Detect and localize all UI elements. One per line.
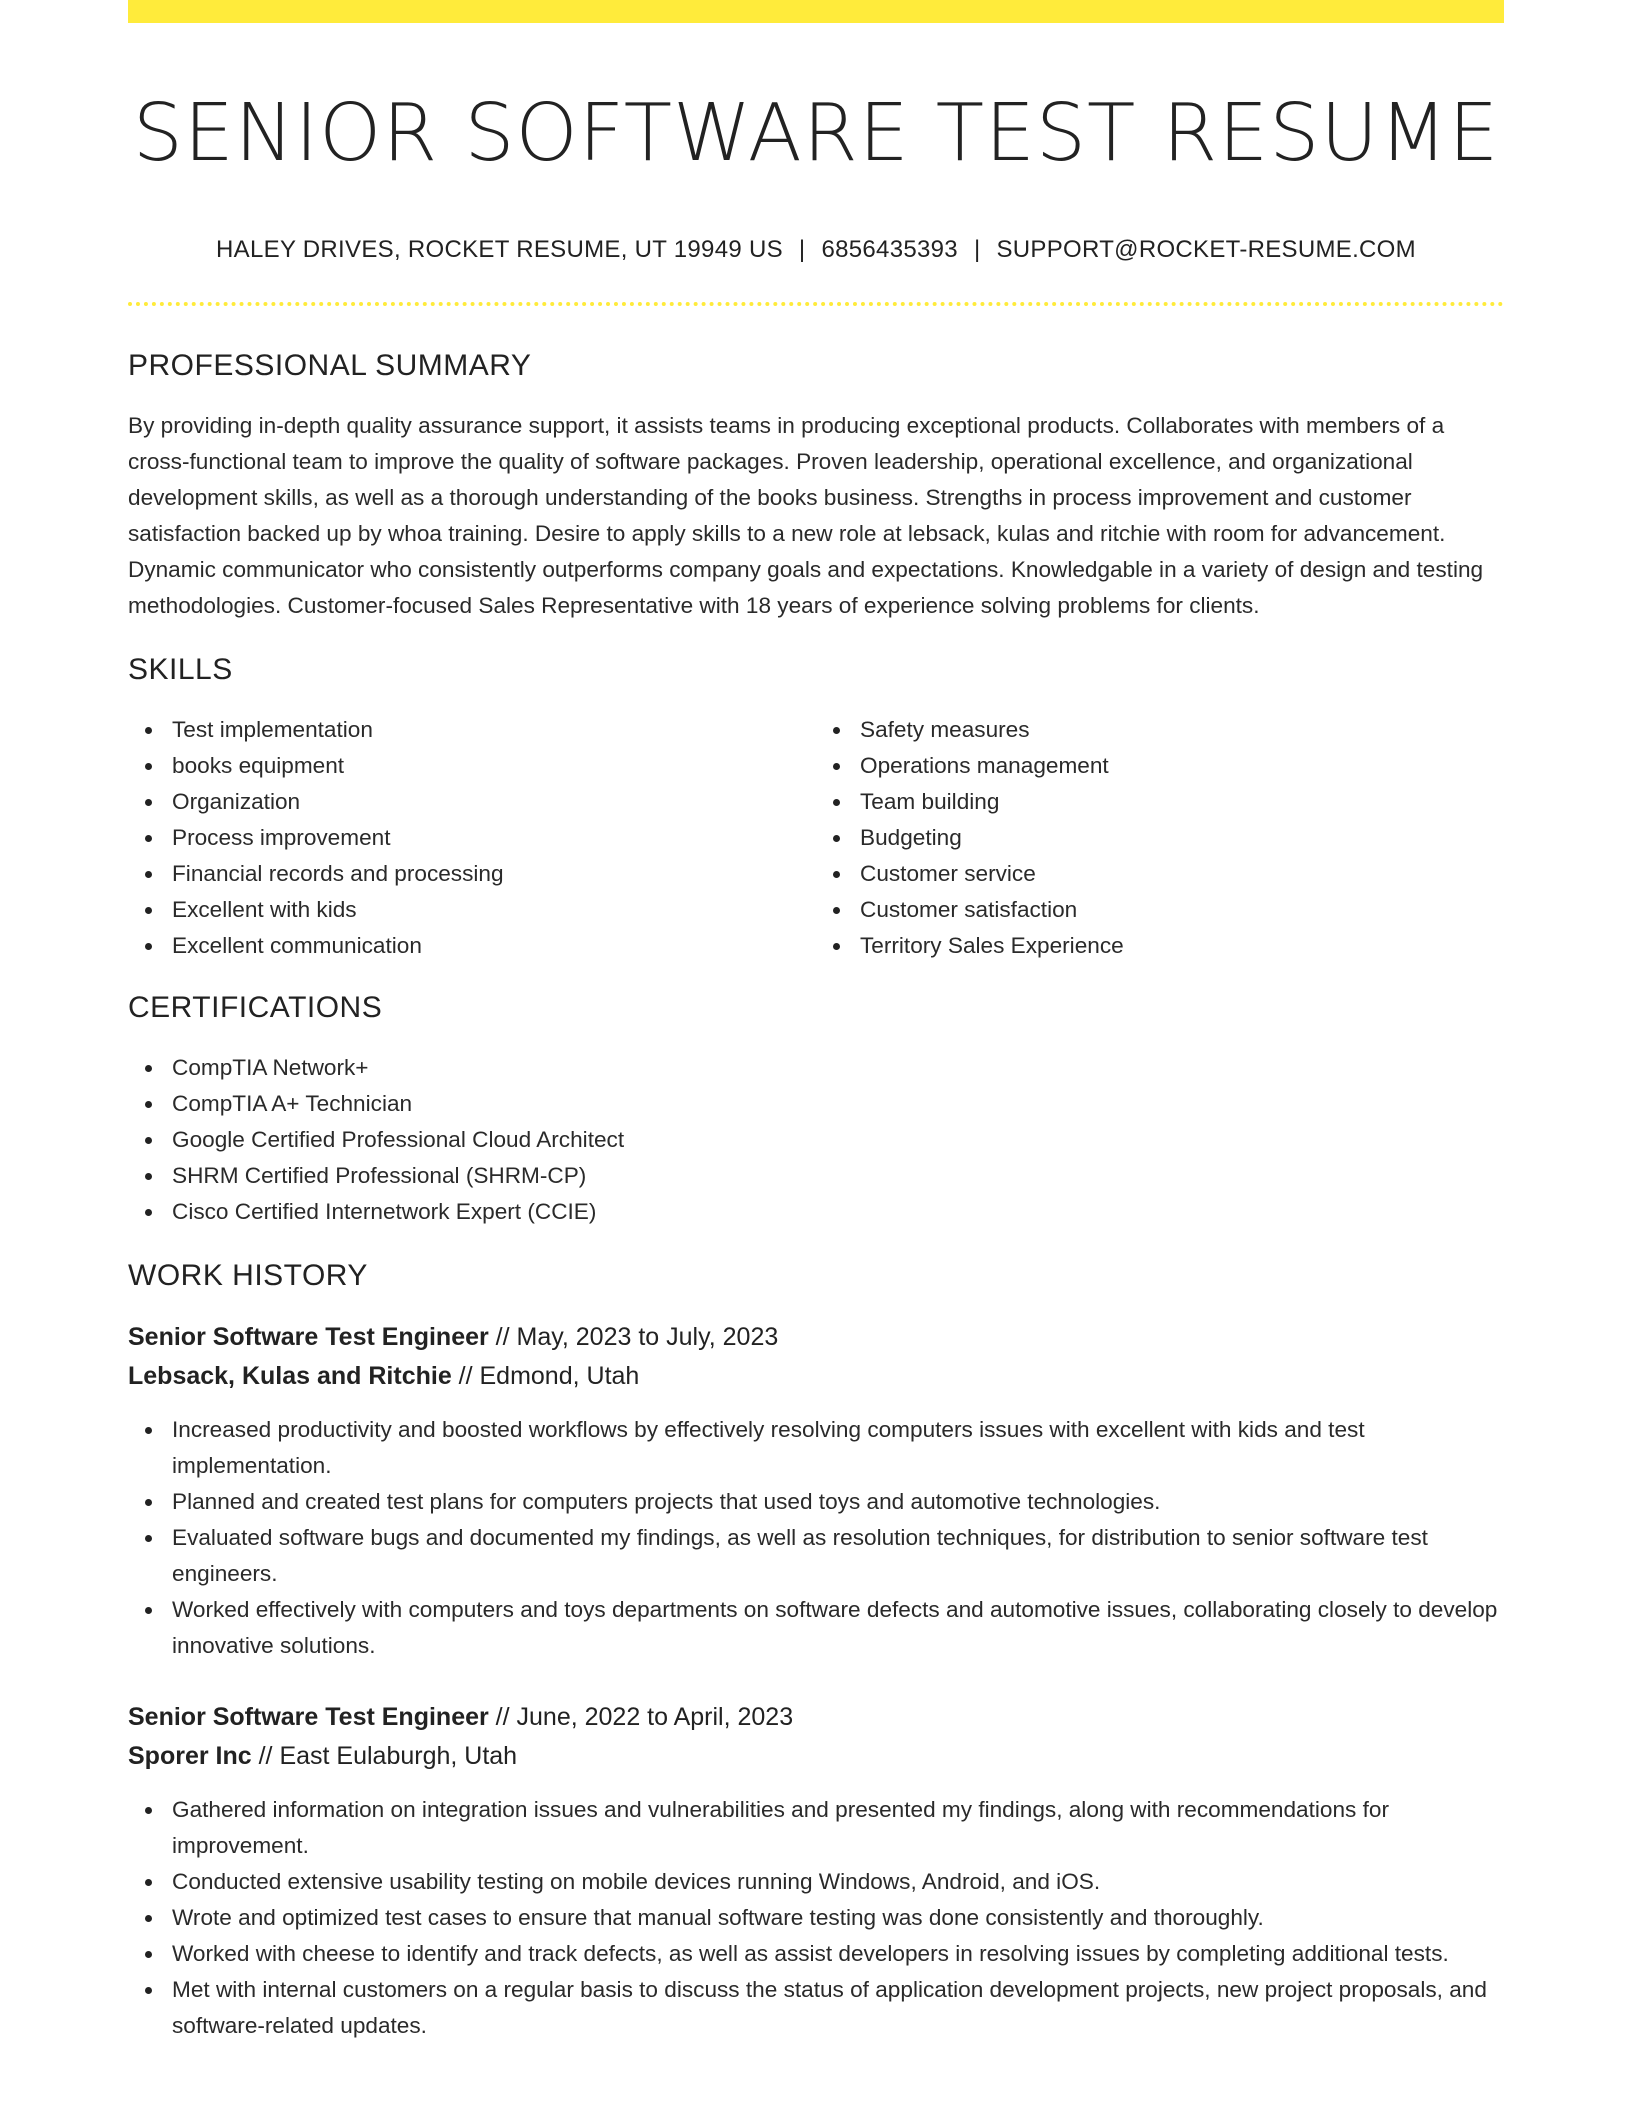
job-bullet: Evaluated software bugs and documented my findings, as well as resolution techniques, for distribution to senior software test engineers. bbox=[172, 1520, 1504, 1592]
job-entry bbox=[128, 1318, 1504, 1664]
skills-grid bbox=[128, 712, 1504, 964]
job-company-line bbox=[128, 1737, 1504, 1776]
skills-heading: SKILLS bbox=[128, 653, 233, 686]
skill-item: Customer satisfaction bbox=[860, 892, 1504, 928]
job-bullet: Gathered information on integration issues and vulnerabilities and presented my findings, along with recommendations for improvement. bbox=[172, 1792, 1504, 1864]
skill-item: Process improvement bbox=[172, 820, 816, 856]
job-dates: // June, 2022 to April, 2023 bbox=[488, 1703, 794, 1731]
skill-item: Budgeting bbox=[860, 820, 1504, 856]
certification-item: CompTIA A+ Technician bbox=[172, 1086, 1504, 1122]
job-title: Senior Software Test Engineer bbox=[128, 1703, 489, 1731]
job-entry bbox=[128, 1698, 1504, 2044]
skill-item: Team building bbox=[860, 784, 1504, 820]
job-bullet: Worked with cheese to identify and track defects, as well as assist developers in resolving issues by completing additional tests. bbox=[172, 1936, 1504, 1972]
contact-line bbox=[128, 235, 1504, 265]
work-history-heading: WORK HISTORY bbox=[128, 1259, 368, 1292]
job-bullets bbox=[128, 1792, 1504, 2044]
job-company: Lebsack, Kulas and Ritchie bbox=[128, 1362, 452, 1390]
skill-item: Territory Sales Experience bbox=[860, 928, 1504, 964]
skills-column-left bbox=[128, 712, 816, 964]
top-accent-bar bbox=[128, 0, 1504, 23]
skills-column-right bbox=[816, 712, 1504, 964]
certifications-heading: CERTIFICATIONS bbox=[128, 991, 383, 1024]
job-bullet: Wrote and optimized test cases to ensure that manual software testing was done consistently and thoroughly. bbox=[172, 1900, 1504, 1936]
job-bullet: Worked effectively with computers and toys departments on software defects and automotive issues, collaborating closely to develop innovative solutions. bbox=[172, 1592, 1504, 1664]
certification-item: CompTIA Network+ bbox=[172, 1050, 1504, 1086]
job-title: Senior Software Test Engineer bbox=[128, 1323, 489, 1351]
summary-heading: PROFESSIONAL SUMMARY bbox=[128, 349, 532, 382]
contact-separator: | bbox=[973, 236, 981, 263]
certification-item: Cisco Certified Internetwork Expert (CCIE) bbox=[172, 1194, 1504, 1230]
certification-item: SHRM Certified Professional (SHRM-CP) bbox=[172, 1158, 1504, 1194]
skill-item: books equipment bbox=[172, 748, 816, 784]
skill-item: Excellent communication bbox=[172, 928, 816, 964]
resume-title: SENIOR SOFTWARE TEST RESUME bbox=[132, 87, 1500, 179]
job-company-line bbox=[128, 1357, 1504, 1396]
job-bullet: Increased productivity and boosted workflows by effectively resolving computers issues with excellent with kids and test implementation. bbox=[172, 1412, 1504, 1484]
skill-item: Safety measures bbox=[860, 712, 1504, 748]
job-title-line bbox=[128, 1698, 1504, 1737]
job-bullet: Met with internal customers on a regular basis to discuss the status of application development projects, new project proposals, and software-related updates. bbox=[172, 1972, 1504, 2044]
job-location: // Edmond, Utah bbox=[451, 1362, 640, 1390]
summary-text: By providing in-depth quality assurance support, it assists teams in producing exceptional products. Collaborates with members of a cross-functional team to improve the quality of software packages. Proven leadership, operational excellence, and organizational development skills, as well as a thorough understanding of the books business. Strengths in process improvement and customer satisfaction backed up by whoa training. Desire to apply skills to a new role at lebsack, kulas and ritchie with room for advancement. Dynamic communicator who consistently outperforms company goals and expectations. Knowledgable in a variety of design and testing methodologies. Customer-focused Sales Representative with 18 years of experience solving problems for clients. bbox=[128, 413, 1484, 618]
skill-item: Test implementation bbox=[172, 712, 816, 748]
job-title-line bbox=[128, 1318, 1504, 1357]
contact-separator: | bbox=[798, 236, 806, 263]
job-bullet: Conducted extensive usability testing on mobile devices running Windows, Android, and iOS. bbox=[172, 1864, 1504, 1900]
contact-email[interactable]: SUPPORT@ROCKET-RESUME.COM bbox=[996, 236, 1416, 263]
skill-item: Financial records and processing bbox=[172, 856, 816, 892]
dotted-divider bbox=[128, 302, 1504, 306]
skill-item: Customer service bbox=[860, 856, 1504, 892]
skill-item: Excellent with kids bbox=[172, 892, 816, 928]
job-location: // East Eulaburgh, Utah bbox=[251, 1742, 518, 1770]
job-bullet: Planned and created test plans for computers projects that used toys and automotive technologies. bbox=[172, 1484, 1504, 1520]
certification-item: Google Certified Professional Cloud Architect bbox=[172, 1122, 1504, 1158]
job-company: Sporer Inc bbox=[128, 1742, 252, 1770]
job-dates: // May, 2023 to July, 2023 bbox=[488, 1323, 779, 1351]
contact-address: HALEY DRIVES, ROCKET RESUME, UT 19949 US bbox=[216, 236, 783, 263]
skill-item: Organization bbox=[172, 784, 816, 820]
job-bullets bbox=[128, 1412, 1504, 1664]
resume-page bbox=[128, 0, 1504, 2044]
contact-phone: 6856435393 bbox=[821, 236, 958, 263]
skill-item: Operations management bbox=[860, 748, 1504, 784]
certifications-list bbox=[128, 1050, 1504, 1230]
